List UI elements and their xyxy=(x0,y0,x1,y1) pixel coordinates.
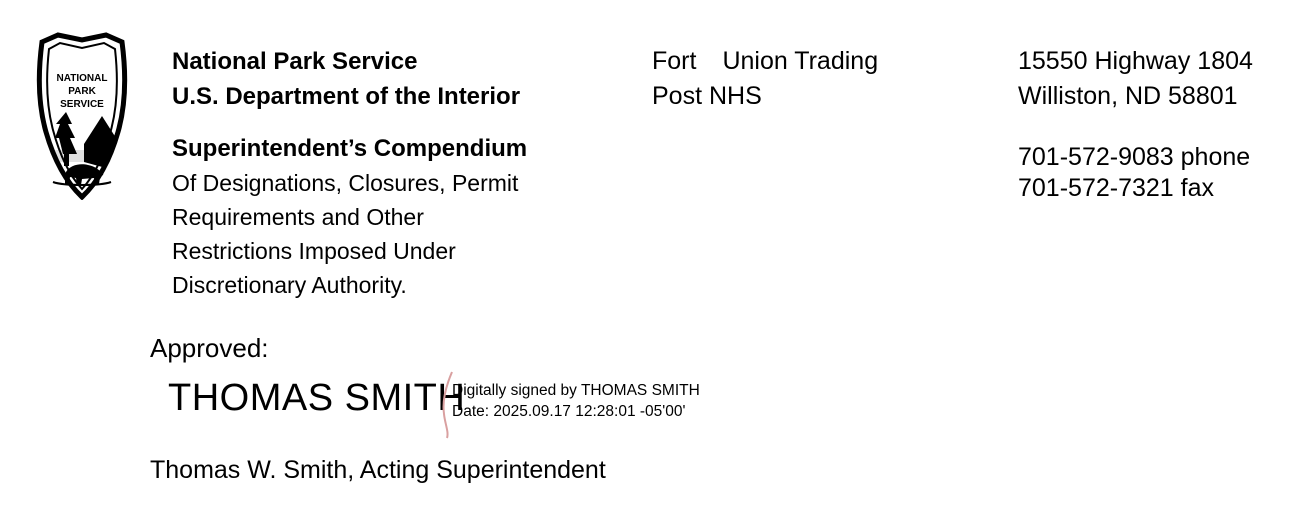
digital-signature-date: Date: 2025.09.17 12:28:01 -05'00' xyxy=(452,403,686,420)
phone-block xyxy=(1018,142,1300,204)
park-name-block xyxy=(652,44,952,114)
park-name-part-1: Fort xyxy=(652,47,697,75)
digital-signature-signer: Digitally signed by THOMAS SMITH xyxy=(452,382,700,399)
document-subtitle-line-1: Of Designations, Closures, Permit xyxy=(172,170,519,196)
digital-signature-details xyxy=(452,380,700,422)
fax-number: 701-572-7321 fax xyxy=(1018,174,1214,202)
park-name-line-2: Post NHS xyxy=(652,82,762,110)
park-name-part-2: Union Trading xyxy=(722,47,879,75)
department-name: U.S. Department of the Interior xyxy=(172,83,521,110)
document-subtitle-line-2: Requirements and Other xyxy=(172,204,424,230)
address-block xyxy=(1018,44,1298,114)
address-city-state-zip: Williston, ND 58801 xyxy=(1018,82,1238,110)
nps-arrowhead-logo xyxy=(22,32,142,200)
signature-name: THOMAS SMITH xyxy=(168,377,466,419)
svg-text:NATIONAL: NATIONAL xyxy=(56,73,108,84)
svg-text:PARK: PARK xyxy=(68,86,96,97)
phone-number: 701-572-9083 phone xyxy=(1018,143,1251,171)
signer-title: Thomas W. Smith, Acting Superintendent xyxy=(150,456,606,484)
address-street: 15550 Highway 1804 xyxy=(1018,47,1253,75)
document-subtitle-line-4: Discretionary Authority. xyxy=(172,272,407,298)
document-subtitle-line-3: Restrictions Imposed Under xyxy=(172,238,456,264)
approved-label: Approved: xyxy=(150,333,269,363)
svg-text:SERVICE: SERVICE xyxy=(60,99,104,110)
park-name-line-1 xyxy=(652,44,952,79)
agency-name: National Park Service xyxy=(172,48,418,75)
agency-block xyxy=(172,44,592,302)
document-title: Superintendent’s Compendium xyxy=(172,135,528,162)
